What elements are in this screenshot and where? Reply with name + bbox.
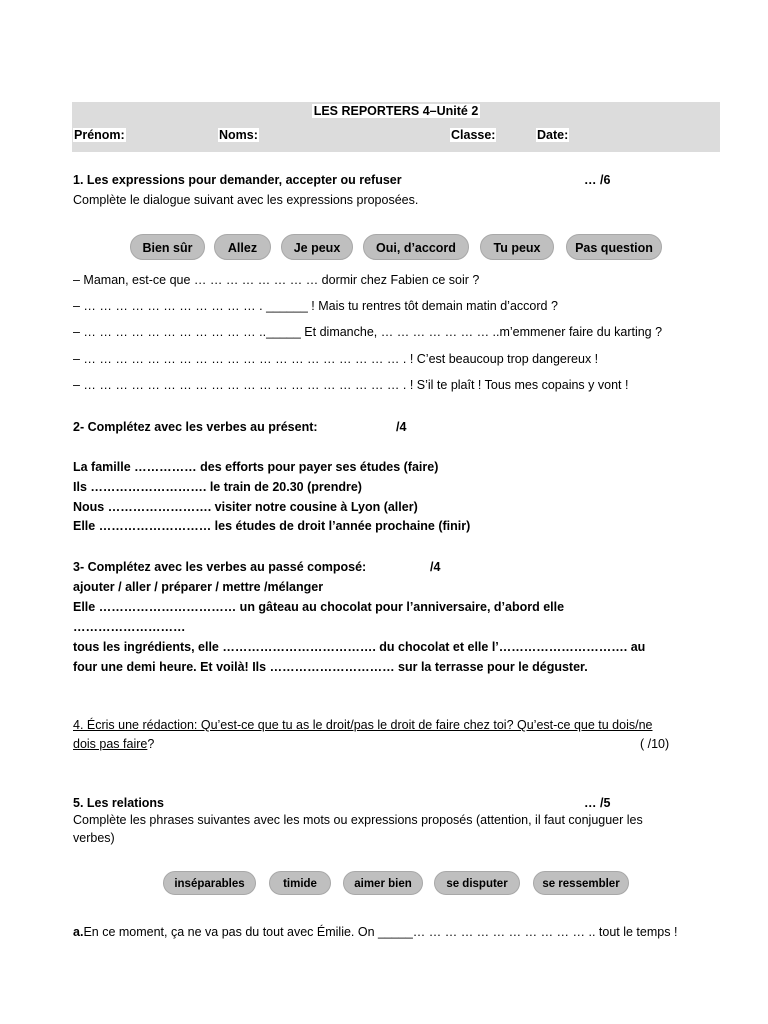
noms-label: Noms:: [219, 128, 258, 142]
option-allez: Allez: [214, 234, 271, 260]
section4-prompt-underlined: dois pas faire: [73, 737, 148, 751]
option-pas-question: Pas question: [566, 234, 662, 260]
option-se-disputer: se disputer: [434, 871, 520, 895]
classe-label: Classe:: [451, 128, 496, 142]
verb-list: ajouter / aller / préparer / mettre /mélanger: [73, 580, 324, 594]
present-line-3: Nous ……………………. visiter notre cousine à Lyon (aller): [73, 500, 418, 514]
section4-prompt-line1: 4. Écris une rédaction: Qu’est-ce que tu as le droit/pas le droit de faire chez toi? Qu’est-ce que tu dois/ne: [73, 718, 653, 732]
present-line-4: Elle ……………………… les études de droit l’année prochaine (finir): [73, 519, 471, 533]
option-je-peux: Je peux: [281, 234, 353, 260]
passe-line-4: four une demi heure. Et voilà! Ils ………………………… sur la terrasse pour le déguster.: [73, 660, 588, 674]
section1-title: 1. Les expressions pour demander, accepter ou refuser: [73, 173, 402, 187]
present-line-2: Ils ………………………. le train de 20.30 (prendre): [73, 480, 362, 494]
section1-instruction: Complète le dialogue suivant avec les expressions proposées.: [73, 193, 419, 207]
option-se-ressembler: se ressembler: [533, 871, 629, 895]
prenom-label: Prénom:: [74, 128, 125, 142]
section5-instruction-1: Complète les phrases suivantes avec les mots ou expressions proposés (attention, il faut conjuguer les: [73, 813, 643, 827]
option-aimer-bien: aimer bien: [343, 871, 423, 895]
section5-title: 5. Les relations: [73, 796, 165, 810]
date-label: Date:: [537, 128, 569, 142]
section5-instruction-2: verbes): [73, 831, 115, 845]
option-timide: timide: [269, 871, 331, 895]
item-a-label: a.: [73, 925, 84, 939]
option-inseparables: inséparables: [163, 871, 256, 895]
worksheet-title: LES REPORTERS 4–Unité 2: [313, 104, 479, 118]
header-box: [72, 102, 720, 152]
relations-item-a: [73, 925, 677, 939]
dialogue-line-4: – … … … … … … … … … … … … … … … … … … … … . ! C’est beaucoup trop dangereux !: [73, 352, 599, 366]
option-oui-daccord: Oui, d’accord: [363, 234, 469, 260]
section4-prompt-line2: [73, 737, 154, 751]
dialogue-line-3: – … … … … … … … … … … … .._____ Et dimanche, … … … … … … … ..m’emmener faire du karting ?: [73, 325, 663, 339]
dialogue-line-5: – … … … … … … … … … … … … … … … … … … … … . ! S’il te plaît ! Tous mes copains y vont !: [73, 378, 629, 392]
section3-score: /4: [430, 560, 441, 574]
section2-score: /4: [396, 420, 407, 434]
present-line-1: La famille …………… des efforts pour payer ses études (faire): [73, 460, 439, 474]
passe-line-1: Elle …………………………… un gâteau au chocolat pour l’anniversaire, d’abord elle: [73, 600, 565, 614]
dialogue-line-2: – … … … … … … … … … … … . ______ ! Mais tu rentres tôt demain matin d’accord ?: [73, 299, 558, 313]
section1-score: … /6: [584, 173, 611, 187]
section5-score: … /5: [584, 796, 611, 810]
option-bien-sur: Bien sûr: [130, 234, 205, 260]
dialogue-line-1: – Maman, est-ce que … … … … … … … … dormir chez Fabien ce soir ?: [73, 273, 480, 287]
item-a-text: En ce moment, ça ne va pas du tout avec Émilie. On _____… … … … … … … … … … … .. tout le temps !: [83, 925, 678, 939]
section4-score: ( /10): [640, 737, 670, 751]
passe-line-2: ………………………: [73, 620, 186, 634]
section2-title: 2- Complétez avec les verbes au présent:: [73, 420, 318, 434]
passe-line-3: tous les ingrédients, elle ………………………………. du chocolat et elle l’…………………………. au: [73, 640, 646, 654]
option-tu-peux: Tu peux: [480, 234, 554, 260]
section3-title: 3- Complétez avec les verbes au passé composé:: [73, 560, 367, 574]
section4-prompt-question-mark: ?: [147, 737, 155, 751]
